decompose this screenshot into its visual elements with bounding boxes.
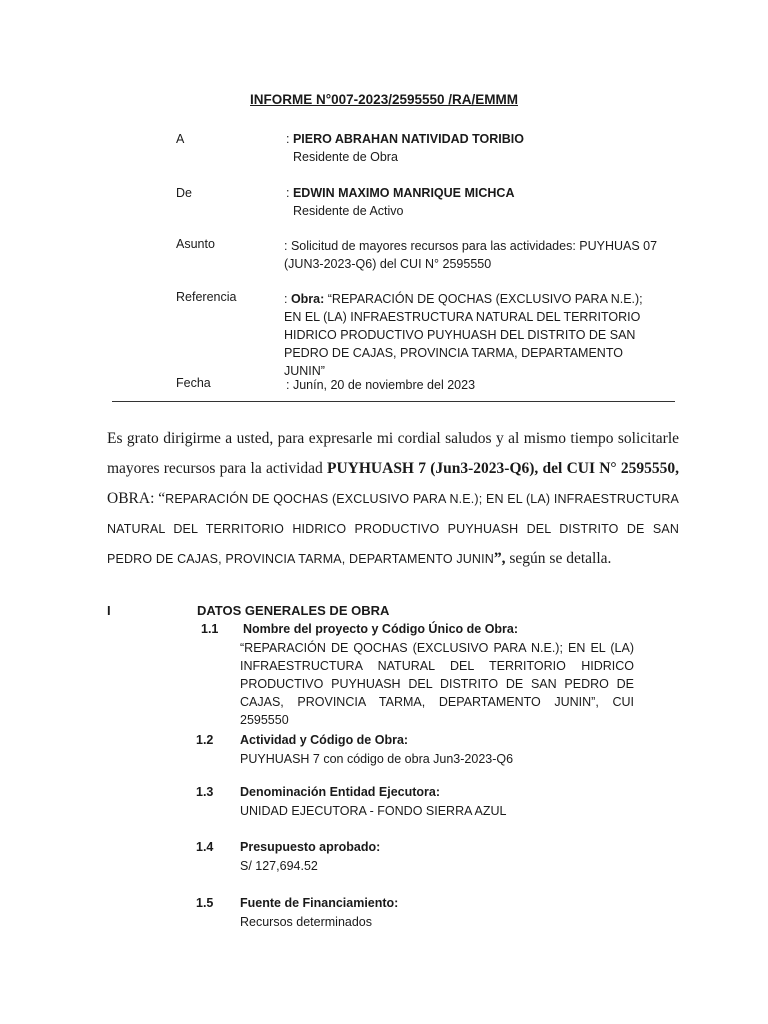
item-1-5-value: Recursos determinados — [240, 915, 373, 929]
item-1-3-value: UNIDAD EJECUTORA - FONDO SIERRA AZUL — [240, 804, 507, 818]
from-label: De — [176, 186, 192, 200]
reference-value — [284, 290, 659, 380]
reference-label: Referencia — [176, 290, 237, 304]
reference-prefix: : — [284, 292, 291, 306]
item-1-4-number: 1.4 — [196, 840, 214, 854]
reference-text: “REPARACIÓN DE QOCHAS (EXCLUSIVO PARA N.E.); EN EL (LA) INFRAESTRUCTURA NATURAL DEL TERRITORIO HIDRICO PRODUCTIVO PUYHUASH DEL DISTRITO DE SAN PEDRO DE CAJAS, PROVINCIA TARMA, DEPARTAMENTO JUNIN” — [284, 292, 643, 378]
item-1-5-label: Fuente de Financiamiento: — [240, 896, 399, 910]
intro-text-3: según se detalla. — [505, 550, 612, 567]
reference-bold: Obra: — [290, 292, 325, 306]
intro-caps: REPARACIÓN DE QOCHAS (EXCLUSIVO PARA N.E.); EN EL (LA) INFRAESTRUCTURA NATURAL DEL TERRITORIO HIDRICO PRODUCTIVO PUYHUASH DEL DISTRITO DE SAN PEDRO DE CAJAS, PROVINCIA TARMA, DEPARTAMENTO JUNIN — [107, 492, 680, 566]
to-name: PIERO ABRAHAN NATIVIDAD TORIBIO — [292, 132, 524, 146]
item-1-5-number: 1.5 — [196, 896, 214, 910]
item-1-4-value: S/ 127,694.52 — [240, 859, 318, 873]
intro-text-1: Es grato dirigirme a usted, para expresarle mi cordial saludos y al mismo tiempo solicitarle mayores recursos para la actividad — [107, 430, 679, 477]
item-1-3-number: 1.3 — [196, 785, 214, 799]
from-colon: : — [286, 186, 290, 200]
intro-bold-2: ”, — [493, 550, 506, 567]
to-value — [286, 130, 661, 148]
report-title: INFORME N°007-2023/2595550 /RA/EMMM — [250, 92, 518, 107]
subject-label: Asunto — [176, 237, 215, 251]
item-1-1-number: 1.1 — [201, 622, 219, 636]
intro-text-2: OBRA: “ — [107, 490, 166, 507]
intro-paragraph — [107, 424, 679, 574]
from-role: Residente de Activo — [293, 204, 404, 218]
date-label: Fecha — [176, 376, 211, 390]
header-divider — [112, 401, 675, 402]
intro-bold-1: PUYHUASH 7 (Jun3-2023-Q6), del CUI N° 2595550, — [327, 460, 679, 477]
item-1-3-label: Denominación Entidad Ejecutora: — [240, 785, 441, 799]
from-name: EDWIN MAXIMO MANRIQUE MICHCA — [292, 186, 515, 200]
section-number: I — [107, 603, 111, 618]
from-value — [286, 184, 661, 202]
to-label: A — [176, 132, 185, 146]
item-1-4-label: Presupuesto aprobado: — [240, 840, 381, 854]
subject-value: : Solicitud de mayores recursos para las actividades: PUYHUAS 07 (JUN3-2023-Q6) del CUI N° 2595550 — [284, 239, 658, 271]
item-1-2-number: 1.2 — [196, 733, 214, 747]
item-1-2-label: Actividad y Código de Obra: — [240, 733, 409, 747]
to-colon: : — [286, 132, 290, 146]
item-1-1-value: “REPARACIÓN DE QOCHAS (EXCLUSIVO PARA N.E.); EN EL (LA) INFRAESTRUCTURA NATURAL DEL TERRITORIO HIDRICO PRODUCTIVO PUYHUASH DEL DISTRITO DE SAN PEDRO DE CAJAS, PROVINCIA TARMA, DEPARTAMENTO JUNIN”, CUI 2595550 — [240, 641, 634, 727]
date-value: : Junín, 20 de noviembre del 2023 — [286, 378, 476, 392]
section-title: DATOS GENERALES DE OBRA — [197, 603, 390, 618]
item-1-2-value: PUYHUASH 7 con código de obra Jun3-2023-Q6 — [240, 752, 514, 766]
item-1-1-label: Nombre del proyecto y Código Único de Obra: — [243, 622, 519, 636]
to-role: Residente de Obra — [293, 150, 398, 164]
